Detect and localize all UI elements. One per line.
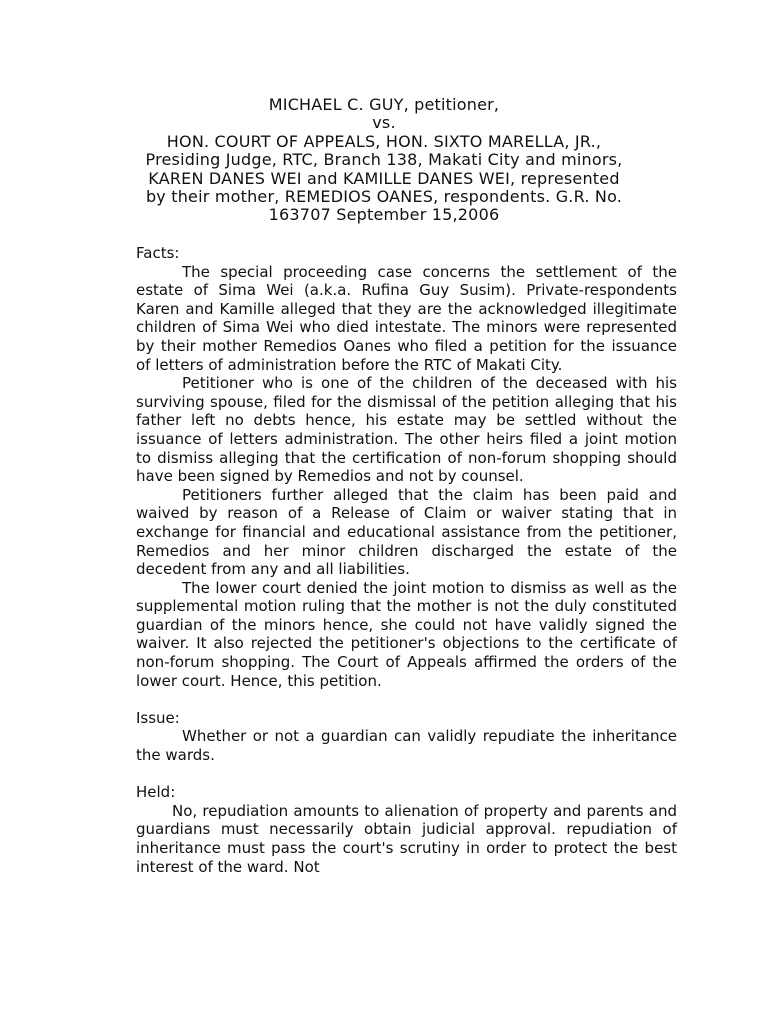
caption-presiding-judge: Presiding Judge, RTC, Branch 138, Makati City and minors,	[145, 150, 623, 170]
caption-respondent-court: HON. COURT OF APPEALS, HON. SIXTO MARELLA, JR.,	[166, 131, 602, 151]
issue-paragraph: Whether or not a guardian can validly repudiate the inheritance the wards.	[136, 727, 677, 765]
facts-paragraph-1: The special proceeding case concerns the settlement of the estate of Sima Wei (a.k.a. Rufina Guy Susim). Private-respondents Karen and Kamille alleged that they are the acknowledged illegitimate children of Sima Wei who died intestate. The minors were represented by their mother Remedios Oanes who filed a petition for the issuance of letters of administration before the RTC of Makati City.	[136, 262, 677, 374]
caption-case-number-date: 163707 September 15,2006	[268, 205, 500, 225]
case-caption	[118, 96, 650, 225]
section-spacer	[136, 690, 677, 709]
section-spacer	[136, 765, 677, 784]
case-digest-body	[136, 244, 677, 876]
held-paragraph: No, repudiation amounts to alienation of property and parents and guardians must necessarily obtain judicial approval. repudiation of inheritance must pass the court's scrutiny in order to protect the best interest of the ward. Not	[136, 801, 677, 876]
issue-heading: Issue:	[136, 708, 180, 727]
facts-paragraph-2: Petitioner who is one of the children of the deceased with his surviving spouse, filed for the dismissal of the petition alleging that his father left no debts hence, his estate may be settled without the issuance of letters administration. The other heirs filed a joint motion to dismiss alleging that the certification of non-forum shopping should have been signed by Remedios and not by counsel.	[136, 374, 677, 486]
facts-paragraph-4: The lower court denied the joint motion to dismiss as well as the supplemental motion ruling that the mother is not the duly constituted guardian of the minors hence, she could not have validly signed the waiver. It also rejected the petitioner's objections to the certificate of non-forum shopping. The Court of Appeals affirmed the orders of the lower court. Hence, this petition.	[136, 578, 677, 690]
held-heading: Held:	[136, 783, 176, 802]
caption-petitioner: MICHAEL C. GUY, petitioner,	[268, 95, 500, 114]
caption-mother: by their mother, REMEDIOS OANES, respondents. G.R. No.	[145, 187, 623, 207]
facts-heading: Facts:	[136, 244, 180, 262]
caption-minors: KAREN DANES WEI and KAMILLE DANES WEI, represented	[148, 168, 620, 188]
facts-paragraph-3: Petitioners further alleged that the claim has been paid and waived by reason of a Release of Claim or waiver stating that in exchange for financial and educational assistance from the petitioner, Remedios and her minor children discharged the estate of the decedent from any and all liabilities.	[136, 485, 677, 579]
caption-versus: vs.	[372, 113, 396, 133]
